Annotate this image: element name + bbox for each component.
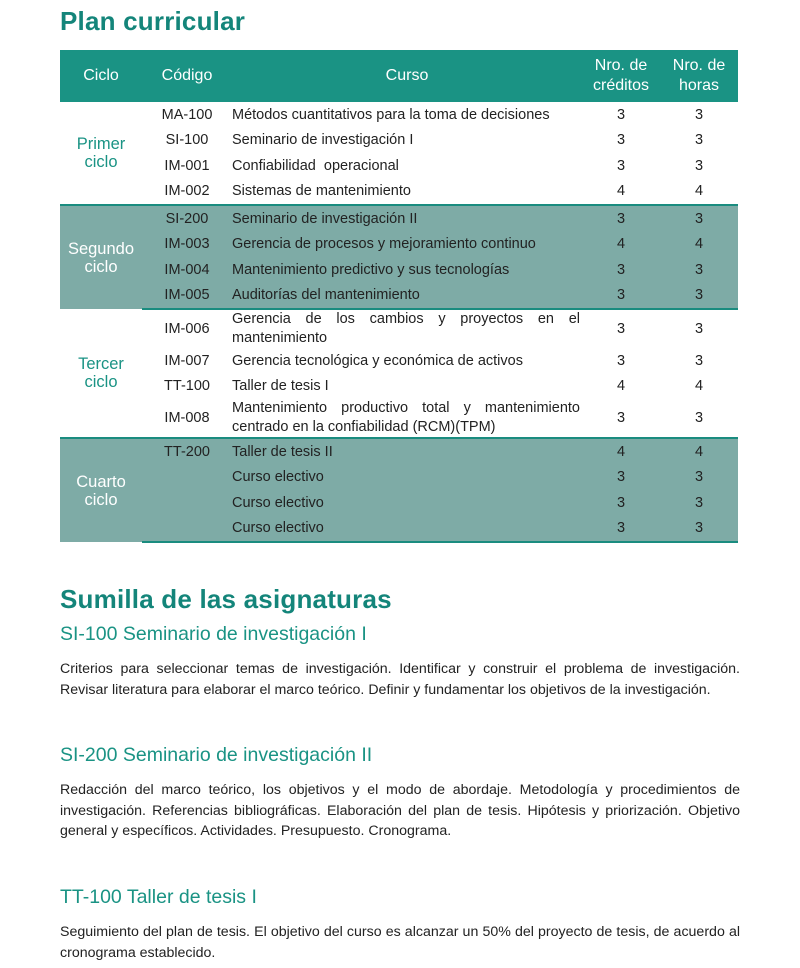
course-credits: 3 — [616, 106, 626, 123]
sumilla-heading-si100: SI-100 Seminario de investigación I — [60, 623, 367, 645]
course-name: Auditorías del mantenimiento — [232, 283, 582, 310]
course-name: Sistemas de mantenimiento — [232, 183, 411, 200]
header-horas: Nro. de horas — [660, 50, 738, 102]
table-row — [60, 516, 738, 543]
course-name: Métodos cuantitativos para la toma de decisiones — [232, 106, 550, 123]
course-credits: 3 — [616, 157, 626, 174]
cycle-label: Tercer ciclo — [78, 355, 124, 391]
course-code: IM-006 — [164, 321, 210, 337]
cycle-label: Primer ciclo — [76, 135, 126, 171]
course-hours: 3 — [660, 465, 738, 491]
course-hours: 3 — [694, 132, 704, 149]
course-name: Seminario de investigación I — [232, 132, 414, 149]
table-row — [60, 128, 738, 154]
course-hours: 4 — [694, 183, 704, 200]
course-code: IM-002 — [164, 183, 210, 200]
course-credits: 4 — [616, 378, 626, 395]
course-hours: 3 — [660, 490, 738, 516]
course-name: Taller de tesis I — [232, 378, 329, 395]
course-name: Confiabilidad operacional — [232, 157, 399, 174]
course-credits: 3 — [616, 410, 626, 426]
course-code: IM-005 — [142, 283, 232, 310]
header-ciclo: Ciclo — [60, 50, 142, 102]
course-hours: 3 — [694, 321, 704, 337]
course-credits: 3 — [582, 205, 660, 232]
course-name: Gerencia de procesos y mejoramiento continuo — [232, 232, 582, 258]
course-credits: 3 — [582, 283, 660, 310]
course-code — [142, 465, 232, 491]
course-name: Gerencia tecnológica y económica de activos — [232, 352, 523, 369]
table-row — [60, 490, 738, 516]
course-credits: 3 — [616, 321, 626, 337]
course-hours: 4 — [660, 438, 738, 465]
table-row — [60, 438, 738, 465]
course-code: SI-200 — [142, 205, 232, 232]
course-credits: 3 — [582, 257, 660, 283]
course-credits: 3 — [582, 490, 660, 516]
course-name: Taller de tesis II — [232, 438, 582, 465]
course-code: IM-001 — [164, 157, 210, 174]
sumilla-heading-tt100: TT-100 Taller de tesis I — [60, 886, 257, 908]
course-hours: 3 — [694, 106, 704, 123]
course-name: Curso electivo — [232, 516, 582, 543]
course-hours: 3 — [660, 283, 738, 310]
course-code: IM-008 — [164, 410, 210, 426]
course-hours: 3 — [660, 516, 738, 543]
course-code: IM-004 — [142, 257, 232, 283]
course-name: Gerencia de los cambios y proyectos en el mantenimiento — [232, 311, 580, 346]
course-hours: 3 — [660, 205, 738, 232]
table-row — [60, 283, 738, 310]
table-row — [60, 153, 738, 179]
course-code: IM-003 — [142, 232, 232, 258]
course-code: MA-100 — [161, 106, 213, 123]
course-code — [142, 516, 232, 543]
course-credits: 3 — [582, 516, 660, 543]
plan-curricular-title: Plan curricular — [60, 6, 246, 36]
table-row — [60, 348, 738, 374]
course-code: SI-100 — [165, 132, 209, 149]
table-row — [60, 399, 738, 438]
course-code: IM-007 — [164, 352, 210, 369]
course-credits: 4 — [582, 438, 660, 465]
table-row — [60, 257, 738, 283]
table-row — [60, 232, 738, 258]
course-credits: 3 — [582, 465, 660, 491]
table-row — [60, 102, 738, 128]
sumilla-heading-si200: SI-200 Seminario de investigación II — [60, 744, 373, 766]
header-creditos: Nro. de créditos — [582, 50, 660, 102]
course-credits: 3 — [616, 352, 626, 369]
table-header-row — [60, 50, 738, 102]
course-hours: 4 — [694, 378, 704, 395]
course-name: Seminario de investigación II — [232, 205, 582, 232]
course-name: Curso electivo — [232, 465, 582, 491]
table-row — [60, 465, 738, 491]
course-credits: 4 — [616, 183, 626, 200]
course-hours: 4 — [660, 232, 738, 258]
header-codigo: Código — [142, 50, 232, 102]
course-credits: 4 — [582, 232, 660, 258]
curriculum-table — [60, 50, 738, 543]
sumilla-text-si100: Criterios para seleccionar temas de investigación. Identificar y construir el problema de investigación. Revisar literatura para elaborar el marco teórico. Definir y fundamentar los objetivos de la investigación. — [60, 661, 740, 698]
course-hours: 3 — [694, 410, 704, 426]
course-name: Curso electivo — [232, 490, 582, 516]
table-row — [60, 205, 738, 232]
sumilla-title: Sumilla de las asignaturas — [60, 584, 392, 614]
course-code: TT-200 — [142, 438, 232, 465]
course-hours: 3 — [694, 352, 704, 369]
table-row — [60, 309, 738, 348]
course-name: Mantenimiento productivo total y mantenimiento centrado en la confiabilidad (RCM)(TPM) — [232, 400, 580, 435]
course-name: Mantenimiento predictivo y sus tecnologías — [232, 257, 582, 283]
header-curso: Curso — [232, 50, 582, 102]
sumilla-text-si200: Redacción del marco teórico, los objetivos y el modo de abordaje. Metodología y procedimientos de investigación. Referencias bibliográficas. Elaboración del plan de tesis. Hipótesis y priorización. Objetivo general y específicos. Actividades. Presupuesto. Cronograma. — [60, 782, 740, 839]
course-credits: 3 — [616, 132, 626, 149]
table-row — [60, 179, 738, 206]
cycle-label: Segundo ciclo — [60, 205, 142, 309]
cycle-label: Cuarto ciclo — [60, 438, 142, 542]
course-hours: 3 — [694, 157, 704, 174]
course-code — [142, 490, 232, 516]
course-code: TT-100 — [164, 378, 210, 395]
table-row — [60, 374, 738, 400]
sumilla-text-tt100: Seguimiento del plan de tesis. El objetivo del curso es alcanzar un 50% del proyecto de tesis, de acuerdo al cronograma establecido. — [60, 924, 740, 961]
course-hours: 3 — [660, 257, 738, 283]
